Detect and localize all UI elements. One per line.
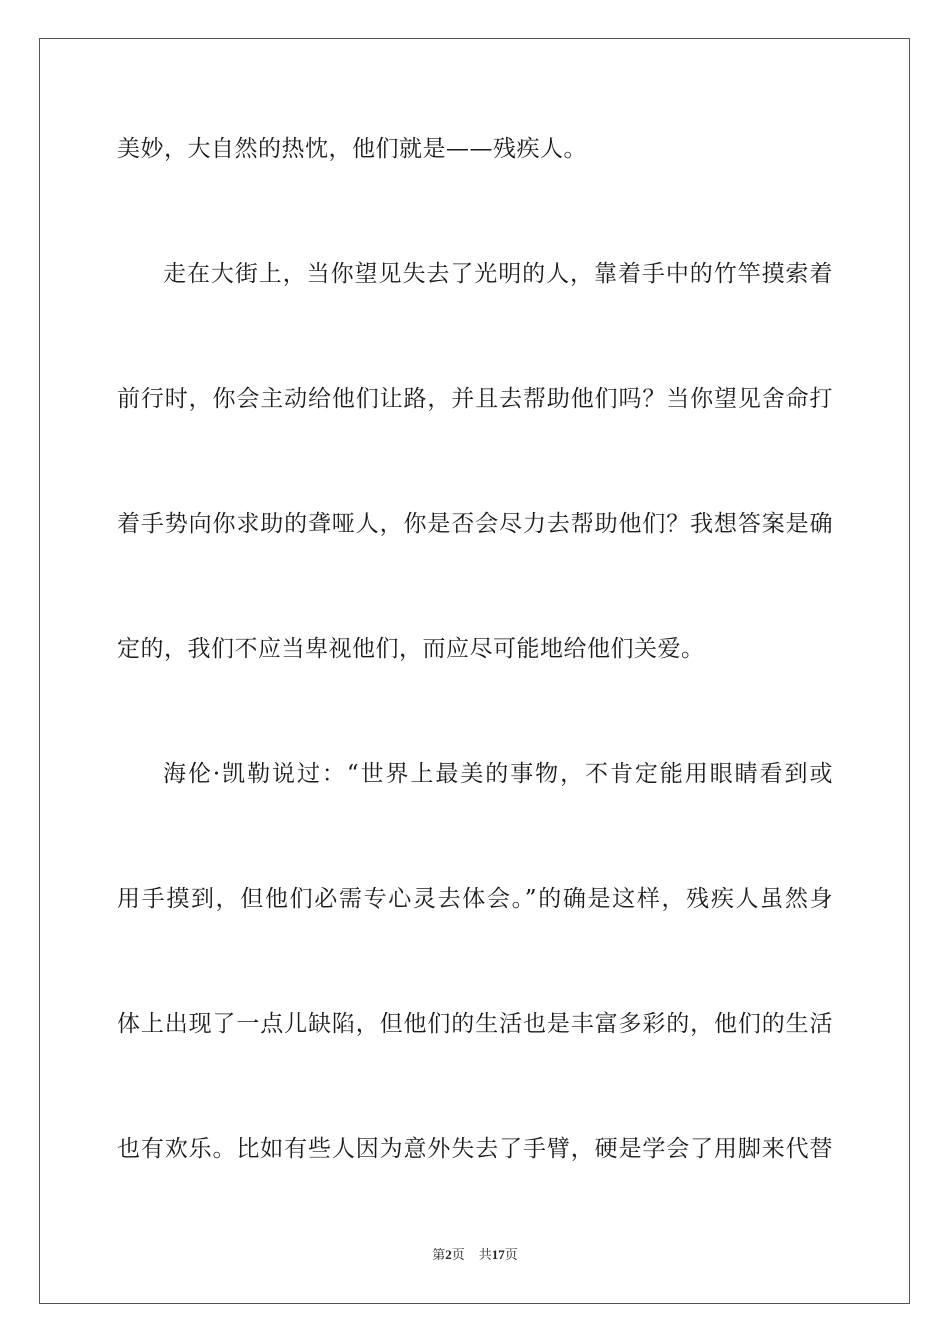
paragraph-line-9: 也有欢乐。比如有些人因为意外失去了手臂，硬是学会了用脚来代替 — [117, 1136, 833, 1162]
page-total: 17 — [491, 1247, 505, 1262]
total-prefix: 共 — [478, 1247, 492, 1262]
page-border — [39, 38, 910, 1304]
page-current: 2 — [445, 1247, 452, 1262]
paragraph-line-8: 体上出现了一点儿缺陷，但他们的生活也是丰富多彩的，他们的生活 — [117, 1011, 833, 1037]
paragraph-line-5: 定的，我们不应当卑视他们，而应尽可能地给他们关爱。 — [117, 636, 705, 662]
paragraph-line-3: 前行时，你会主动给他们让路，并且去帮助他们吗？当你望见舍命打 — [117, 386, 833, 412]
paragraph-line-6: 海伦·凯勒说过：“世界上最美的事物，不肯定能用眼睛看到或 — [163, 761, 833, 787]
paragraph-line-7: 用手摸到，但他们必需专心灵去体会。”的确是这样，残疾人虽然身 — [117, 886, 833, 912]
paragraph-line-2: 走在大街上，当你望见失去了光明的人，靠着手中的竹竿摸索着 — [163, 261, 833, 287]
page-footer — [0, 1247, 950, 1263]
paragraph-line-1: 美妙，大自然的热忱，他们就是——残疾人。 — [117, 136, 587, 162]
total-suffix: 页 — [504, 1247, 518, 1262]
paragraph-line-4: 着手势向你求助的聋哑人，你是否会尽力去帮助他们？我想答案是确 — [117, 511, 833, 537]
page-suffix: 页 — [451, 1247, 465, 1262]
page-prefix: 第 — [432, 1247, 446, 1262]
